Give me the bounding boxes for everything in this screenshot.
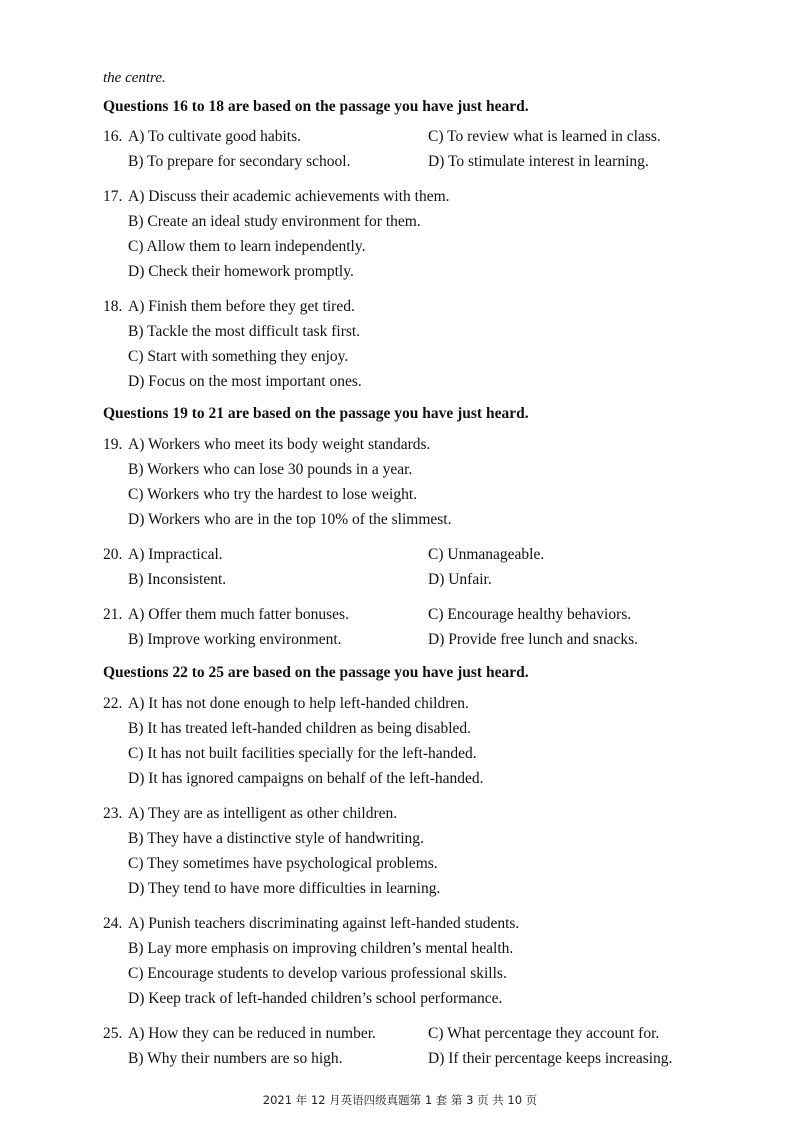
option-c: C) It has not built facilities specially for the left-handed. bbox=[128, 745, 477, 762]
option-c: C) They sometimes have psychological problems. bbox=[128, 855, 438, 872]
option-d: D) Check their homework promptly. bbox=[128, 263, 354, 280]
option-b: B) Why their numbers are so high. bbox=[128, 1050, 343, 1067]
option-d: D) Unfair. bbox=[428, 571, 492, 588]
question-number: 25. bbox=[103, 1025, 123, 1042]
question-18 bbox=[103, 294, 703, 394]
option-d: D) Keep track of left-handed children’s school performance. bbox=[128, 990, 503, 1007]
question-19 bbox=[103, 432, 703, 532]
option-a: A) Finish them before they get tired. bbox=[128, 298, 355, 315]
question-number: 20. bbox=[103, 546, 123, 563]
option-a: A) How they can be reduced in number. bbox=[128, 1025, 376, 1042]
section-heading-16-18: Questions 16 to 18 are based on the passage you have just heard. bbox=[103, 98, 529, 115]
option-c: C) To review what is learned in class. bbox=[428, 128, 661, 145]
option-a: A) Impractical. bbox=[128, 546, 223, 563]
option-b: B) Tackle the most difficult task first. bbox=[128, 323, 361, 340]
option-d: D) Workers who are in the top 10% of the slimmest. bbox=[128, 511, 452, 528]
option-a: A) Discuss their academic achievements with them. bbox=[128, 188, 450, 205]
option-d: D) To stimulate interest in learning. bbox=[428, 153, 649, 170]
question-16 bbox=[103, 124, 703, 174]
option-b: B) They have a distinctive style of handwriting. bbox=[128, 830, 424, 847]
question-21 bbox=[103, 602, 703, 652]
question-17 bbox=[103, 184, 703, 284]
option-a: A) Workers who meet its body weight standards. bbox=[128, 436, 431, 453]
option-b: B) Improve working environment. bbox=[128, 631, 342, 648]
page-footer: 2021 年 12 月英语四级真题第 1 套 第 3 页 共 10 页 bbox=[262, 1093, 538, 1107]
option-d: D) Provide free lunch and snacks. bbox=[428, 631, 639, 648]
option-d: D) They tend to have more difficulties in learning. bbox=[128, 880, 441, 897]
question-number: 19. bbox=[103, 436, 123, 453]
option-b: B) To prepare for secondary school. bbox=[128, 153, 351, 170]
question-number: 24. bbox=[103, 915, 123, 932]
option-a: A) To cultivate good habits. bbox=[128, 128, 301, 145]
option-b: B) Lay more emphasis on improving children’s mental health. bbox=[128, 940, 514, 957]
question-24 bbox=[103, 911, 703, 1011]
question-number: 17. bbox=[103, 188, 123, 205]
option-b: B) Create an ideal study environment for them. bbox=[128, 213, 421, 230]
option-c: C) What percentage they account for. bbox=[428, 1025, 660, 1042]
option-c: C) Encourage healthy behaviors. bbox=[428, 606, 632, 623]
option-a: A) Punish teachers discriminating against left-handed students. bbox=[128, 915, 520, 932]
option-b: B) It has treated left-handed children as being disabled. bbox=[128, 720, 472, 737]
option-d: D) Focus on the most important ones. bbox=[128, 373, 362, 390]
question-23 bbox=[103, 801, 703, 901]
lead-text: the centre. bbox=[103, 70, 166, 86]
option-c: C) Allow them to learn independently. bbox=[128, 238, 366, 255]
question-number: 23. bbox=[103, 805, 123, 822]
question-number: 18. bbox=[103, 298, 123, 315]
question-number: 22. bbox=[103, 695, 123, 712]
section-heading-22-25: Questions 22 to 25 are based on the passage you have just heard. bbox=[103, 664, 529, 681]
question-number: 16. bbox=[103, 128, 123, 145]
option-b: B) Workers who can lose 30 pounds in a year. bbox=[128, 461, 413, 478]
option-c: C) Workers who try the hardest to lose weight. bbox=[128, 486, 418, 503]
option-b: B) Inconsistent. bbox=[128, 571, 227, 588]
option-c: C) Unmanageable. bbox=[428, 546, 545, 563]
question-20 bbox=[103, 542, 703, 592]
option-c: C) Encourage students to develop various professional skills. bbox=[128, 965, 507, 982]
option-d: D) It has ignored campaigns on behalf of the left-handed. bbox=[128, 770, 484, 787]
option-a: A) They are as intelligent as other children. bbox=[128, 805, 398, 822]
option-d: D) If their percentage keeps increasing. bbox=[428, 1050, 673, 1067]
option-c: C) Start with something they enjoy. bbox=[128, 348, 349, 365]
question-number: 21. bbox=[103, 606, 123, 623]
question-22 bbox=[103, 691, 703, 791]
section-heading-19-21: Questions 19 to 21 are based on the passage you have just heard. bbox=[103, 405, 529, 422]
option-a: A) Offer them much fatter bonuses. bbox=[128, 606, 349, 623]
question-25 bbox=[103, 1021, 703, 1071]
option-a: A) It has not done enough to help left-handed children. bbox=[128, 695, 469, 712]
